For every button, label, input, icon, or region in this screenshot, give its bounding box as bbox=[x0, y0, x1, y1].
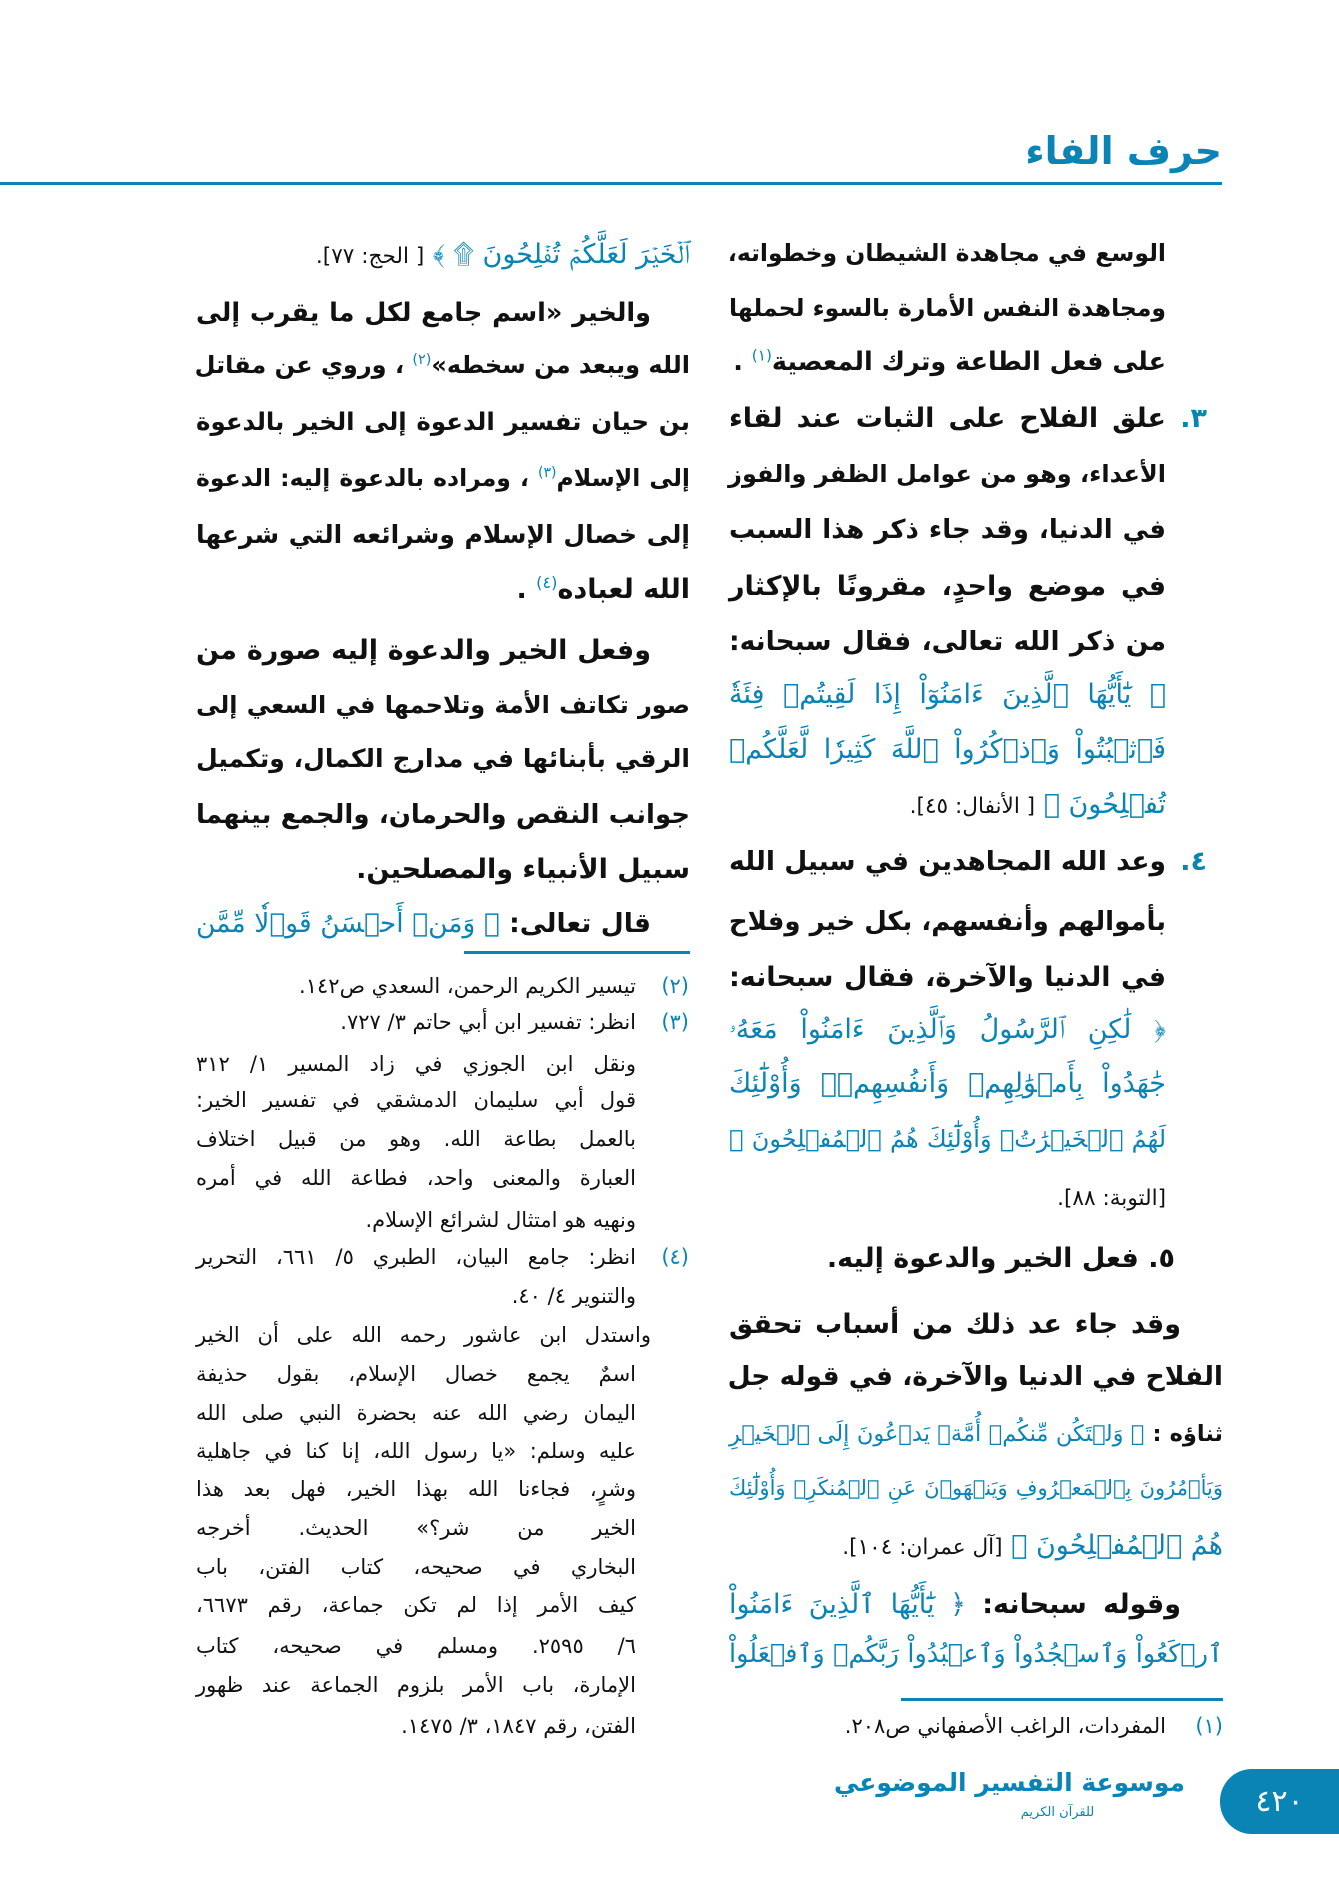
body-text: اليمان رضي الله عنه بحضرة النبي صلى الله bbox=[196, 1401, 636, 1425]
quran-verse: ٱلۡخَيۡرَ لَعَلَّكُمۡ تُفۡلِحُونَ ۩ ﴾ bbox=[424, 239, 690, 270]
footnote-line bbox=[196, 1509, 636, 1547]
body-text: في الدنيا، وقد جاء ذكر هذا السبب bbox=[729, 515, 1166, 545]
quran-verse: ﴿ لَٰكِنِ ٱلرَّسُولُ وَٱلَّذِينَ ءَامَنُواْ مَعَهُۥ bbox=[729, 1014, 1166, 1045]
body-text: بالعمل بطاعة الله. وهو من قبيل اختلاف bbox=[196, 1127, 636, 1151]
text-line bbox=[196, 287, 651, 339]
text-line bbox=[729, 779, 1166, 831]
body-text: الإمارة، باب الأمر بلزوم الجماعة عند ظهور bbox=[196, 1673, 636, 1697]
footnote-line bbox=[196, 1394, 636, 1432]
body-text: ، وروي عن مقاتل bbox=[194, 351, 413, 379]
body-text: في الدنيا والآخرة، فقال سبحانه: bbox=[729, 962, 1166, 993]
text-line bbox=[729, 336, 1166, 388]
text-line bbox=[729, 1299, 1181, 1351]
quran-verse: جَٰهَدُواْ بِأَمۡوَٰلِهِمۡ وَأَنفُسِهِمۡۚ وَأُوْلَٰٓئِكَ bbox=[729, 1068, 1166, 1099]
body-text: والخير «اسم جامع لكل ما يقرب إلى bbox=[196, 298, 651, 328]
footnote-line bbox=[196, 1238, 636, 1276]
footnote-number: (٢) bbox=[661, 974, 689, 998]
text-line bbox=[729, 1520, 1223, 1572]
text-line bbox=[196, 733, 690, 785]
body-text: انظر: تفسير ابن أبي حاتم ٣/ ٧٢٧. bbox=[340, 1010, 636, 1034]
footnote-marker[interactable]: (١) bbox=[751, 346, 772, 365]
logo-subtitle: للقرآن الكريم bbox=[1020, 1805, 1095, 1820]
body-text: وشرٍ، فجاءنا الله بهذا الخير، فهل بعد هذا bbox=[196, 1477, 636, 1501]
text-line bbox=[196, 844, 690, 896]
footnote-line bbox=[196, 1707, 636, 1745]
quran-verse: هُمُ ٱلۡمُفۡلِحُونَ ﴾ bbox=[1002, 1530, 1223, 1561]
text-line bbox=[196, 229, 690, 281]
body-text: في موضع واحدٍ، مقرونًا بالإكثار bbox=[729, 571, 1166, 602]
body-text: ٦/ ٢٥٩٥. ومسلم في صحيحه، كتاب bbox=[196, 1634, 636, 1658]
logo-title: موسوعة التفسير الموضوعي bbox=[833, 1768, 1185, 1797]
text-line bbox=[196, 789, 690, 841]
footnote-line bbox=[196, 1277, 636, 1315]
body-text: عليه وسلم: «يا رسول الله، إنا كنا في جاهلية bbox=[196, 1439, 636, 1463]
footnote-line bbox=[196, 1120, 636, 1158]
text-line bbox=[729, 1113, 1166, 1165]
body-text: وقد جاء عد ذلك من أسباب تحقق bbox=[729, 1309, 1181, 1340]
verse-reference: [ الحج: ٧٧]. bbox=[315, 244, 425, 269]
body-text: الأعداء، وهو من عوامل الظفر والفوز bbox=[728, 460, 1166, 488]
body-text: كيف الأمر إذا لم تكن جماعة، رقم ٦٦٧٣، bbox=[196, 1593, 636, 1617]
body-text: المفردات، الراغب الأصفهاني ص٢٠٨. bbox=[844, 1714, 1166, 1738]
text-line bbox=[729, 1233, 1175, 1285]
text-line bbox=[729, 1408, 1223, 1460]
footnote-marker[interactable]: (٣) bbox=[537, 465, 557, 482]
body-text: من ذكر الله تعالى، فقال سبحانه: bbox=[729, 626, 1166, 657]
body-text: وعد الله المجاهدين في سبيل الله bbox=[729, 846, 1166, 877]
quran-verse: ﴿ يَٰٓأَيُّهَا ٱلَّذِينَ ءَامَنُواْ bbox=[729, 1589, 966, 1620]
text-line bbox=[196, 509, 690, 561]
quran-verse: تُفۡلِحُونَ ﴾ bbox=[1035, 789, 1166, 820]
body-text: الله لعباده bbox=[557, 574, 690, 605]
footnote-line bbox=[196, 1586, 636, 1624]
footnote-line bbox=[196, 1432, 636, 1470]
footnote-line bbox=[196, 1045, 636, 1083]
quran-verse: لَهُمُ ٱلۡخَيۡرَٰتُۖ وَأُوْلَٰٓئِكَ هُمُ ٱلۡمُفۡلِحُونَ ﴾ bbox=[729, 1125, 1166, 1153]
body-text: ، ومراده بالدعوة إليه: الدعوة bbox=[196, 464, 538, 492]
quran-verse: ﴿ وَلۡتَكُن مِّنكُمۡ أُمَّةٞ يَدۡعُونَ إِلَى ٱلۡخَيۡرِ bbox=[729, 1421, 1145, 1447]
body-text: والتنوير ٤/ ٤٠. bbox=[511, 1284, 636, 1308]
text-line bbox=[196, 339, 690, 391]
body-text: قول أبي سليمان الدمشقي في تفسير الخير: bbox=[196, 1088, 636, 1112]
page-number-tab bbox=[1220, 1769, 1339, 1834]
footnote-line bbox=[196, 967, 636, 1005]
verse-reference: [آل عمران: ١٠٤]. bbox=[842, 1535, 1003, 1560]
body-text: تيسير الكريم الرحمن، السعدي ص١٤٢. bbox=[299, 974, 636, 998]
text-line bbox=[729, 1351, 1223, 1403]
body-text: واستدل ابن عاشور رحمه الله على أن الخير bbox=[196, 1323, 651, 1347]
body-text: اسمٌ يجمع خصال الإسلام، بقول حذيفة bbox=[196, 1362, 636, 1386]
footnote-line bbox=[196, 1548, 636, 1586]
text-line bbox=[729, 896, 1166, 948]
text-line bbox=[729, 1462, 1223, 1514]
text-line bbox=[729, 616, 1166, 668]
quran-verse: فَٱثۡبُتُواْ وَٱذۡكُرُواْ ٱللَّهَ كَثِيرٗا لَّعَلَّكُمۡ bbox=[729, 734, 1166, 765]
body-text: سبيل الأنبياء والمصلحين. bbox=[356, 854, 690, 885]
quran-verse: وَيَأۡمُرُونَ بِٱلۡمَعۡرُوفِ وَيَنۡهَوۡنَ عَنِ ٱلۡمُنكَرِۚ وَأُوْلَٰٓئِكَ bbox=[729, 1476, 1223, 1500]
footnote-line bbox=[196, 1627, 636, 1665]
body-text: بن حيان تفسير الدعوة إلى الخير بالدعوة bbox=[196, 407, 690, 436]
body-text: العبارة والمعنى واحد، فطاعة الله في أمره bbox=[196, 1166, 636, 1190]
list-number: ٣. bbox=[1180, 403, 1207, 434]
text-line bbox=[196, 898, 651, 950]
footnote-line bbox=[729, 1707, 1166, 1745]
verse-reference: [ الأنفال: ٤٥]. bbox=[909, 794, 1036, 819]
text-line bbox=[729, 836, 1166, 888]
body-text: إلى خصال الإسلام وشرائعه التي شرعها bbox=[196, 520, 690, 549]
footnote-line bbox=[196, 1159, 636, 1197]
body-text: قال تعالى: bbox=[499, 908, 651, 939]
left-footnote-divider bbox=[464, 951, 690, 954]
text-line bbox=[729, 724, 1166, 776]
encyclopedia-logo bbox=[833, 1762, 1185, 1842]
footnote-line bbox=[196, 1003, 636, 1041]
text-line bbox=[729, 952, 1166, 1004]
footnote-line bbox=[196, 1201, 636, 1239]
body-text: ونقل ابن الجوزي في زاد المسير ١/ ٣١٢ bbox=[196, 1052, 636, 1076]
footnote-line bbox=[196, 1081, 636, 1119]
body-text: جوانب النقص والحرمان، والجمع بينهما bbox=[196, 800, 690, 830]
header-divider bbox=[0, 182, 1222, 185]
body-text: الخير من شر؟» الحديث. أخرجه bbox=[196, 1516, 636, 1540]
quran-verse: ٱرۡكَعُواْ وَٱسۡجُدُواْ وَٱعۡبُدُواْ رَبَّكُمۡ وَٱفۡعَلُواْ bbox=[729, 1639, 1223, 1669]
body-text: علق الفلاح على الثبات عند لقاء bbox=[729, 403, 1166, 434]
chapter-title: حرف الفاء bbox=[1025, 129, 1222, 173]
text-line bbox=[729, 227, 1166, 279]
body-text: ونهيه هو امتثال لشرائع الإسلام. bbox=[365, 1208, 636, 1232]
text-line bbox=[729, 282, 1166, 334]
footnote-marker[interactable]: (٢) bbox=[412, 352, 432, 368]
body-text: ٥. فعل الخير والدعوة إليه. bbox=[826, 1243, 1175, 1274]
footnote-line bbox=[196, 1666, 636, 1704]
text-line bbox=[729, 504, 1166, 556]
text-line bbox=[196, 625, 651, 677]
text-line bbox=[729, 393, 1166, 445]
page-number: ٤٢٠ bbox=[1255, 1784, 1304, 1819]
text-line bbox=[196, 564, 690, 616]
body-text: انظر: جامع البيان، الطبري ٥/ ٦٦١، التحرير bbox=[196, 1245, 636, 1269]
body-text: إلى الإسلام bbox=[556, 464, 690, 492]
body-text: بأموالهم وأنفسهم، بكل خير وفلاح bbox=[728, 907, 1166, 937]
body-text: . bbox=[516, 574, 537, 605]
footnote-number: (٤) bbox=[661, 1245, 689, 1269]
text-line bbox=[196, 452, 690, 504]
body-text: ثناؤه : bbox=[1144, 1421, 1223, 1447]
text-line bbox=[729, 561, 1166, 613]
footnote-number: (١) bbox=[1195, 1714, 1223, 1738]
body-text: صور تكاتف الأمة وتلاحمها في السعي إلى bbox=[196, 691, 690, 719]
text-line bbox=[729, 669, 1166, 721]
body-text: الوسع في مجاهدة الشيطان وخطواته، bbox=[727, 239, 1166, 267]
body-text: ومجاهدة النفس الأمارة بالسوء لحملها bbox=[729, 294, 1166, 322]
body-text: . bbox=[733, 347, 752, 377]
list-number: ٤. bbox=[1180, 846, 1207, 877]
footnote-line bbox=[196, 1316, 651, 1354]
right-footnote-divider bbox=[901, 1698, 1223, 1701]
footnote-line bbox=[196, 1470, 636, 1508]
footnote-number: (٣) bbox=[661, 1010, 689, 1034]
text-line bbox=[729, 448, 1166, 500]
verse-reference: [التوبة: ٨٨]. bbox=[1057, 1186, 1166, 1211]
body-text: الرقي بأبنائها في مدارج الكمال، وتكميل bbox=[196, 744, 690, 773]
footnote-line bbox=[196, 1355, 636, 1393]
text-line bbox=[729, 1004, 1166, 1056]
text-line bbox=[196, 396, 690, 448]
quran-verse: ﴿ يَٰٓأَيُّهَا ٱلَّذِينَ ءَامَنُوٓاْ إِذَا لَقِيتُمۡ فِئَةٗ bbox=[729, 679, 1166, 710]
body-text: الفلاح في الدنيا والآخرة، في قوله جل bbox=[727, 1361, 1223, 1392]
text-line bbox=[729, 1171, 1166, 1223]
footnote-marker[interactable]: (٤) bbox=[536, 573, 558, 592]
body-text: وقوله سبحانه: bbox=[965, 1589, 1181, 1620]
text-line bbox=[729, 1628, 1223, 1680]
text-line bbox=[196, 679, 690, 731]
body-text: الله ويبعد من سخطه» bbox=[431, 351, 690, 379]
body-text: على فعل الطاعة وترك المعصية bbox=[771, 347, 1166, 377]
text-line bbox=[729, 1058, 1166, 1110]
quran-verse: ﴿ وَمَنۡ أَحۡسَنُ قَوۡلٗا مِّمَّن bbox=[196, 908, 500, 939]
body-text: البخاري في صحيحه، كتاب الفتن، باب bbox=[196, 1555, 636, 1579]
body-text: وفعل الخير والدعوة إليه صورة من bbox=[196, 635, 651, 666]
text-line bbox=[729, 1579, 1181, 1631]
body-text: الفتن، رقم ١٨٤٧، ٣/ ١٤٧٥. bbox=[401, 1714, 636, 1738]
